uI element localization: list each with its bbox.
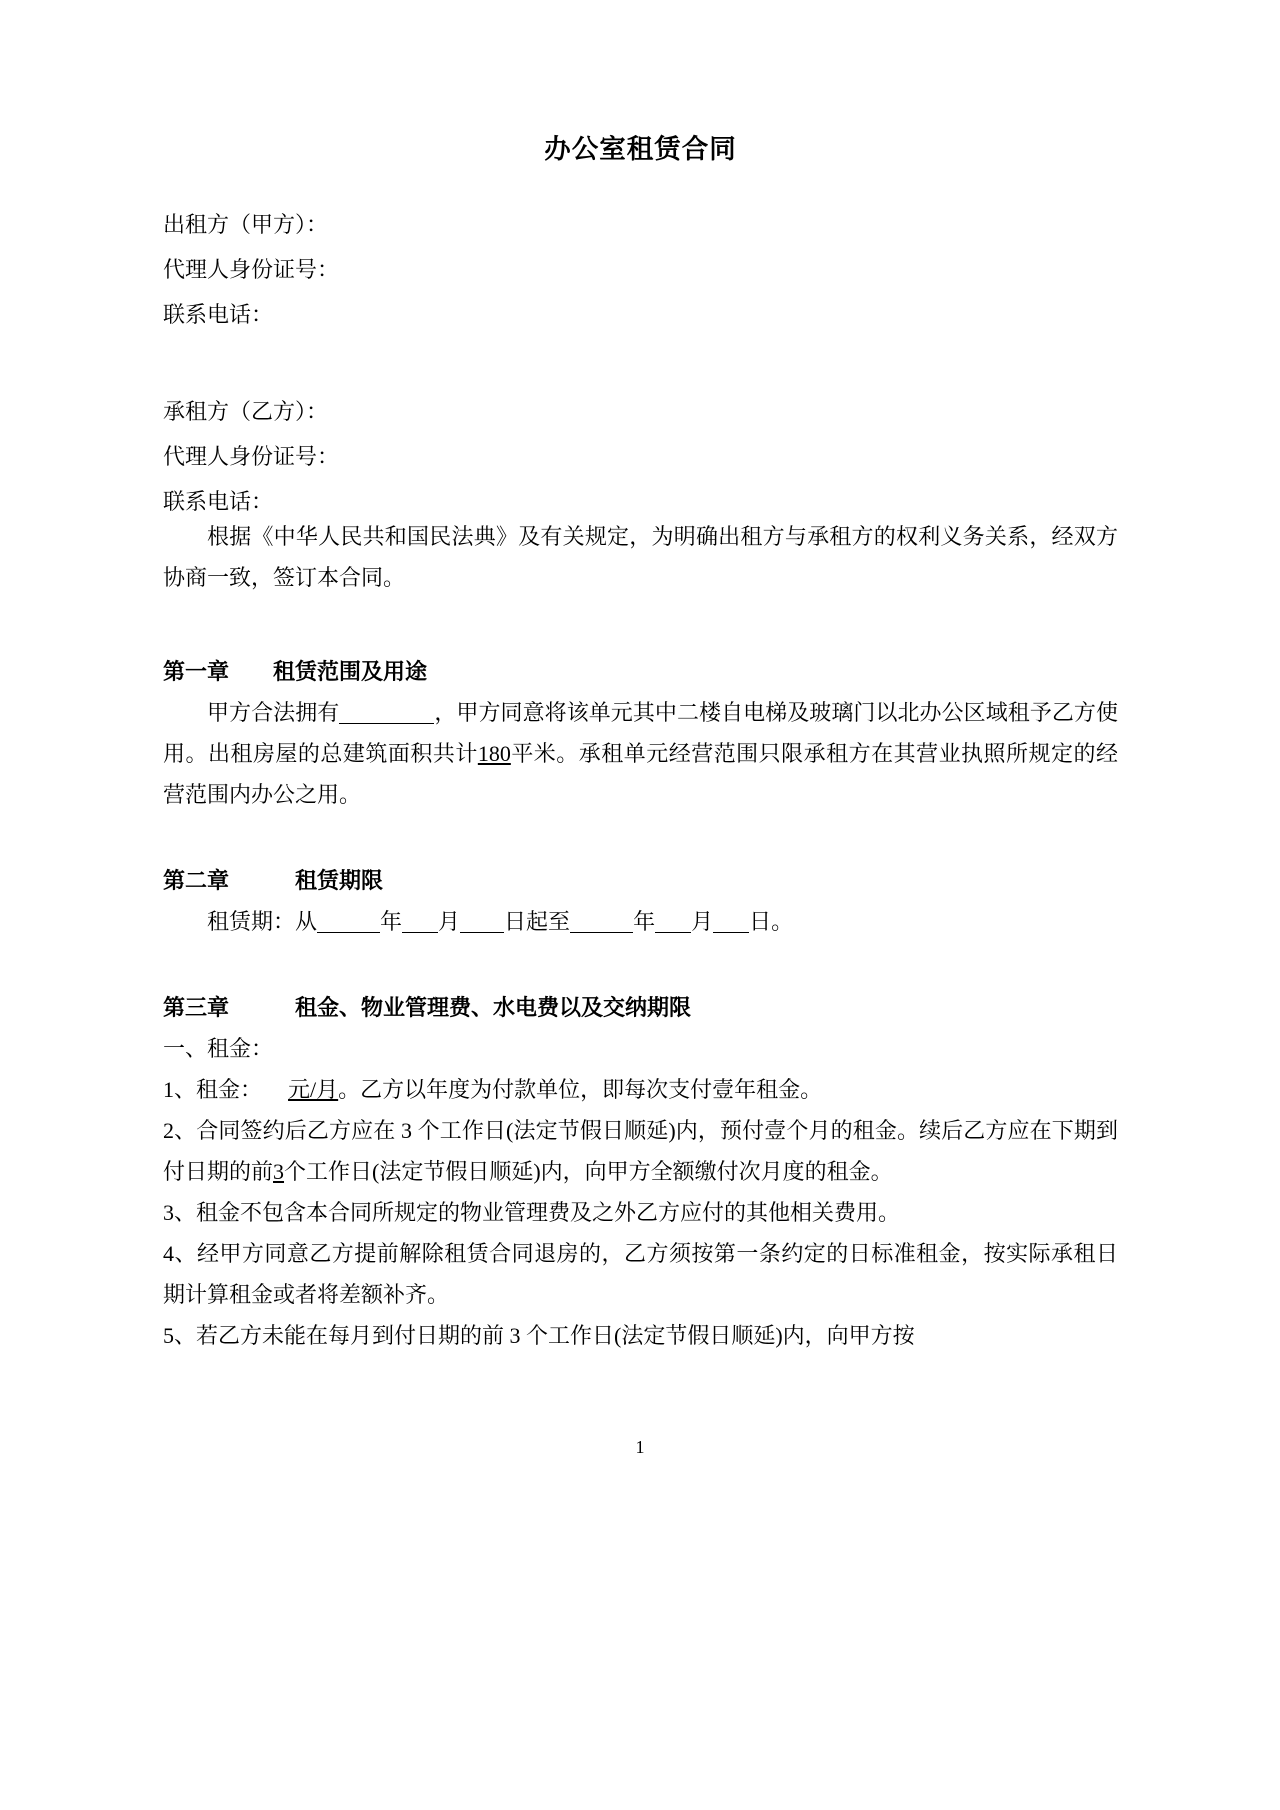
end-day-blank[interactable] <box>713 932 749 933</box>
clause-2-days-2: 3 <box>273 1159 285 1185</box>
clause-5-number: 5、 <box>163 1323 197 1349</box>
chapter-3-heading: 第三章 租金、物业管理费、水电费以及交纳期限 <box>163 995 692 1021</box>
clause-1-text-before: 租金： <box>196 1077 263 1103</box>
page-number: 1 <box>635 1437 645 1457</box>
end-year-blank[interactable] <box>570 932 633 933</box>
clause-1-number: 1、 <box>163 1077 197 1103</box>
clause-4-number: 4、 <box>163 1241 197 1267</box>
lessee-block <box>163 401 1118 513</box>
preamble-paragraph: 根据《中华人民共和国民法典》及有关规定，为明确出租方与承租方的权利义务关系，经双方协商一致，签订本合同。 <box>163 524 1118 591</box>
lessor-name-label: 出租方（甲方）： <box>163 212 329 238</box>
lessee-phone-label: 联系电话： <box>163 489 274 515</box>
clause-3-number: 3、 <box>163 1200 197 1226</box>
chapter-1-text-2: ，甲方同意将该单元其中二楼自电梯及玻璃门以北办公区域租予乙方使用。出租房屋的总建筑面积共计 <box>163 700 1118 767</box>
clause-2-number: 2、 <box>163 1118 197 1144</box>
start-day-blank[interactable] <box>460 932 504 933</box>
clause-item-3 <box>163 1192 1118 1233</box>
clause-2-text-before: 合同签约后乙方应在 <box>196 1118 396 1144</box>
start-month-unit: 月 <box>438 909 461 935</box>
chapter-3-subheading: 一、租金： <box>163 1036 274 1062</box>
start-month-blank[interactable] <box>402 932 438 933</box>
chapter-2-heading: 第二章 租赁期限 <box>163 868 384 894</box>
clause-item-4 <box>163 1233 1118 1315</box>
clause-4-text: 经甲方同意乙方提前解除租赁合同退房的，乙方须按第一条约定的日标准租金，按实际承租日期计算租金或者将差额补齐。 <box>163 1241 1118 1308</box>
clause-item-1 <box>163 1069 1118 1110</box>
end-month-blank[interactable] <box>655 932 691 933</box>
lessor-phone-label: 联系电话： <box>163 302 274 328</box>
rent-amount-value: 元/月 <box>288 1077 339 1103</box>
clause-2-text-after: 个工作日(法定节假日顺延)内，向甲方全额缴付次月度的租金。 <box>284 1159 893 1185</box>
chapter-1-text-3: 平米。承租单元经营范围只限承租方在其营业执照所规定的经营范围内办公之用。 <box>163 741 1118 808</box>
lessor-agent-id-label: 代理人身份证号： <box>163 257 340 283</box>
spacer-before-chapter-2 <box>163 815 1118 860</box>
clause-2-text-middle: 个工作日(法定节假日顺延)内，预付壹个月的租金。续后乙方应在下期到付日期的前 <box>163 1118 1119 1185</box>
chapter-1-heading: 第一章 租赁范围及用途 <box>163 659 428 685</box>
property-blank-field[interactable] <box>339 723 434 724</box>
chapter-1-body <box>163 692 1118 815</box>
start-day-unit: 日起至 <box>504 909 571 935</box>
spacer-before-chapter-3 <box>163 942 1118 987</box>
clause-2-days-1: 3 <box>400 1118 412 1144</box>
party-spacer <box>163 349 1118 401</box>
lessee-name-label: 承租方（乙方）： <box>163 399 329 425</box>
lessee-agent-id-label: 代理人身份证号： <box>163 444 340 470</box>
end-year-unit: 年 <box>633 909 656 935</box>
start-year-blank[interactable] <box>317 932 380 933</box>
clause-item-2 <box>163 1110 1118 1192</box>
chapter-2-body <box>163 901 1118 942</box>
spacer-before-chapter-1 <box>163 598 1118 651</box>
clause-item-5 <box>163 1315 1118 1356</box>
area-value: 180 <box>477 741 511 767</box>
page-title: 办公室租赁合同 <box>544 134 737 164</box>
clause-3-text: 租金不包含本合同所规定的物业管理费及之外乙方应付的其他相关费用。 <box>196 1200 901 1226</box>
lessor-block <box>163 214 1118 326</box>
lease-term-prefix: 租赁期：从 <box>207 909 318 935</box>
chapter-1-text-1: 甲方合法拥有 <box>207 700 340 726</box>
document-content <box>163 0 1118 1356</box>
start-year-unit: 年 <box>380 909 403 935</box>
clause-5-text-after: 个工作日(法定节假日顺延)内，向甲方按 <box>526 1323 915 1349</box>
end-month-unit: 月 <box>691 909 714 935</box>
clause-5-days: 3 <box>509 1323 521 1349</box>
clause-5-text-before: 若乙方未能在每月到付日期的前 <box>196 1323 505 1349</box>
end-day-unit: 日。 <box>749 909 794 935</box>
clause-1-text-after: 。乙方以年度为付款单位，即每次支付壹年租金。 <box>338 1077 823 1103</box>
